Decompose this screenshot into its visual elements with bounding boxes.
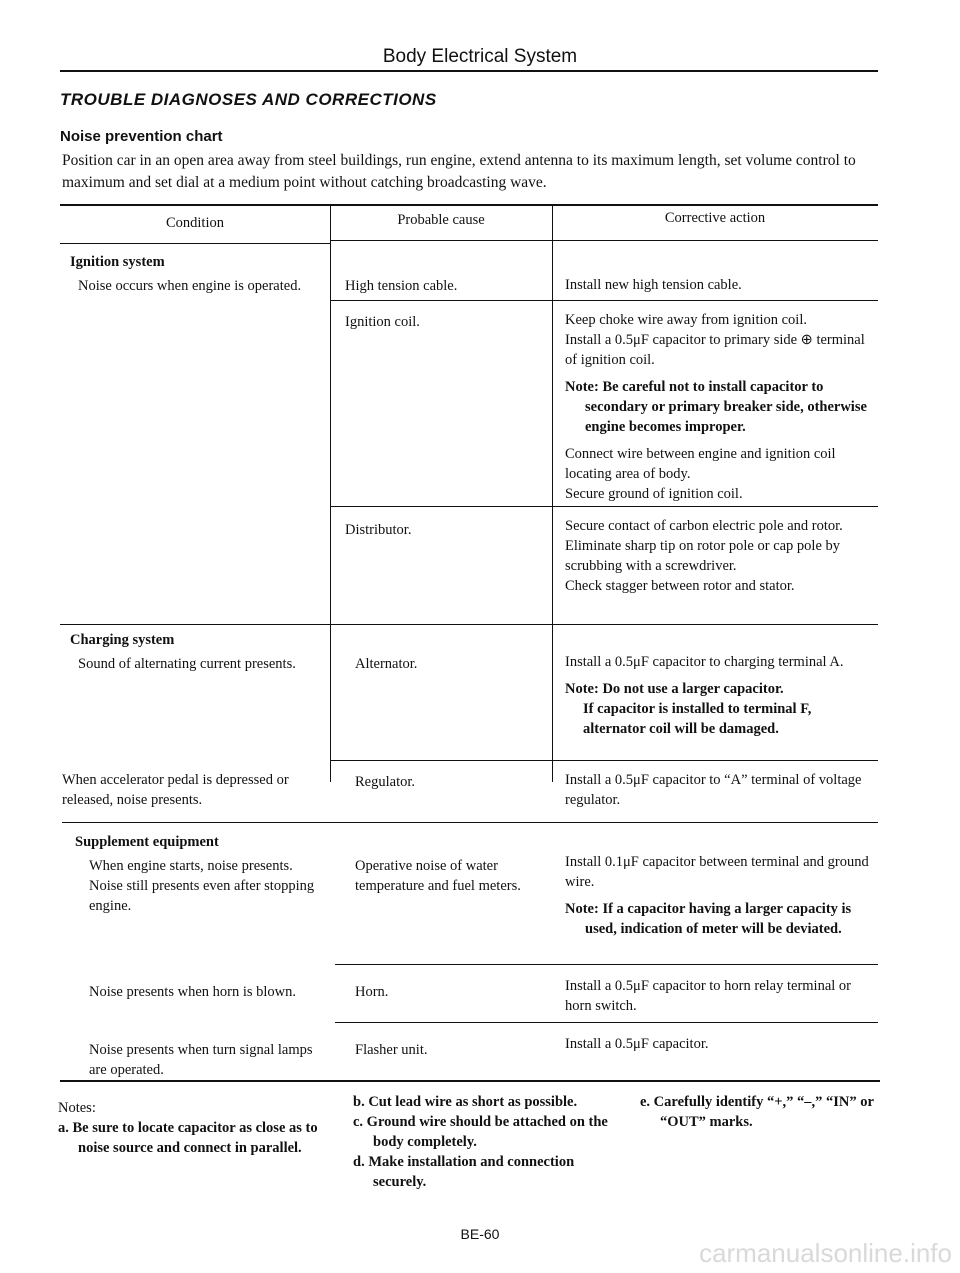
notes-column-middle <box>353 1092 623 1192</box>
column-divider <box>330 204 331 782</box>
note-e: e. Carefully identify “+,” “–,” “IN” or “OUT” marks. <box>640 1094 874 1130</box>
page-number: BE-60 <box>460 1226 500 1242</box>
action-text: Install a 0.5μF capacitor to “A” terminal of voltage regulator. <box>565 772 862 808</box>
notes-column-right <box>640 1092 880 1132</box>
action-block <box>565 852 870 939</box>
action-text: Secure contact of carbon electric pole and rotor. <box>565 518 843 534</box>
action-text: Install new high tension cable. <box>565 277 742 293</box>
condition-text: When accelerator pedal is depressed or released, noise presents. <box>62 772 289 808</box>
condition-text: When engine starts, noise presents. Noise still presents even after stopping engine. <box>89 858 315 914</box>
note-text: Note: If a capacitor having a larger capacity is used, indication of meter will be deviated. <box>565 901 852 937</box>
header-corrective-action: Corrective action <box>664 210 766 226</box>
cause-high-tension-cable: High tension cable. <box>345 278 458 294</box>
note-a: a. Be sure to locate capacitor as close as to noise source and connect in parallel. <box>58 1120 318 1156</box>
header-rule <box>330 240 878 241</box>
action-block <box>565 652 870 739</box>
column-divider <box>552 204 553 782</box>
group-rule <box>60 624 878 625</box>
row-rule <box>330 300 878 301</box>
cause-distributor: Distributor. <box>345 522 412 538</box>
note-c: c. Ground wire should be attached on the body completely. <box>353 1114 608 1150</box>
action-text: Install 0.1μF capacitor between terminal and ground wire. <box>565 854 869 890</box>
cause-alternator: Alternator. <box>355 656 418 672</box>
cause-horn: Horn. <box>355 984 389 1000</box>
header-probable-cause: Probable cause <box>397 212 485 228</box>
subsection-title: Noise prevention chart <box>60 128 223 145</box>
table-top-rule <box>60 204 878 206</box>
action-text: Connect wire between engine and ignition coil locating area of body. <box>565 446 836 482</box>
group-ignition-system: Ignition system <box>70 254 165 270</box>
row-rule <box>330 506 878 507</box>
action-block <box>565 310 870 504</box>
action-text: Eliminate sharp tip on rotor pole or cap pole by scrubbing with a screwdriver. <box>565 538 841 574</box>
note-text: If capacitor is installed to terminal F, alternator coil will be damaged. <box>583 701 812 737</box>
group-supplement-equipment: Supplement equipment <box>75 834 219 850</box>
note-text: Note: Be careful not to install capacitor to secondary or primary breaker side, otherwise engine becomes improper. <box>565 379 867 435</box>
action-text: Check stagger between rotor and stator. <box>565 578 795 594</box>
note-b: b. Cut lead wire as short as possible. <box>353 1094 578 1110</box>
notes-column-left <box>58 1118 320 1158</box>
condition-text: Noise presents when turn signal lamps are operated. <box>89 1042 313 1078</box>
row-rule <box>330 760 878 761</box>
notes-heading: Notes: <box>58 1100 96 1116</box>
row-rule <box>335 1022 878 1023</box>
condition-text: Sound of alternating current presents. <box>78 656 296 672</box>
cause-flasher-unit: Flasher unit. <box>355 1042 428 1058</box>
action-text: Install a 0.5μF capacitor to charging terminal A. <box>565 654 844 670</box>
row-rule <box>335 964 878 965</box>
cause-water-temp-fuel-meters: Operative noise of water temperature and fuel meters. <box>355 858 521 894</box>
cause-ignition-coil: Ignition coil. <box>345 314 420 330</box>
cause-regulator: Regulator. <box>355 774 416 790</box>
action-text: Install a 0.5μF capacitor to primary side ⊕ terminal of ignition coil. <box>565 332 865 368</box>
table-bottom-rule <box>60 1080 880 1082</box>
action-block <box>565 516 870 596</box>
action-text: Secure ground of ignition coil. <box>565 486 743 502</box>
action-text: Install a 0.5μF capacitor to horn relay terminal or horn switch. <box>565 978 851 1014</box>
intro-paragraph: Position car in an open area away from steel buildings, run engine, extend antenna to its maximum length, set volume control to maximum and set dial at a medium point without catching broadcasting wave. <box>62 152 856 191</box>
action-text: Keep choke wire away from ignition coil. <box>565 312 807 328</box>
action-text: Install a 0.5μF capacitor. <box>565 1036 709 1052</box>
page-header-title: Body Electrical System <box>382 46 578 67</box>
note-text: Note: Do not use a larger capacitor. <box>565 681 784 697</box>
header-rule <box>60 70 878 72</box>
group-rule <box>62 822 878 823</box>
watermark: carmanualsonline.info <box>699 1238 952 1268</box>
condition-text: Noise occurs when engine is operated. <box>78 278 302 294</box>
section-title: TROUBLE DIAGNOSES AND CORRECTIONS <box>60 90 437 109</box>
group-charging-system: Charging system <box>70 632 175 648</box>
note-d: d. Make installation and connection securely. <box>353 1154 575 1190</box>
header-rule <box>60 243 330 244</box>
header-condition: Condition <box>165 215 224 231</box>
condition-text: Noise presents when horn is blown. <box>89 984 297 1000</box>
